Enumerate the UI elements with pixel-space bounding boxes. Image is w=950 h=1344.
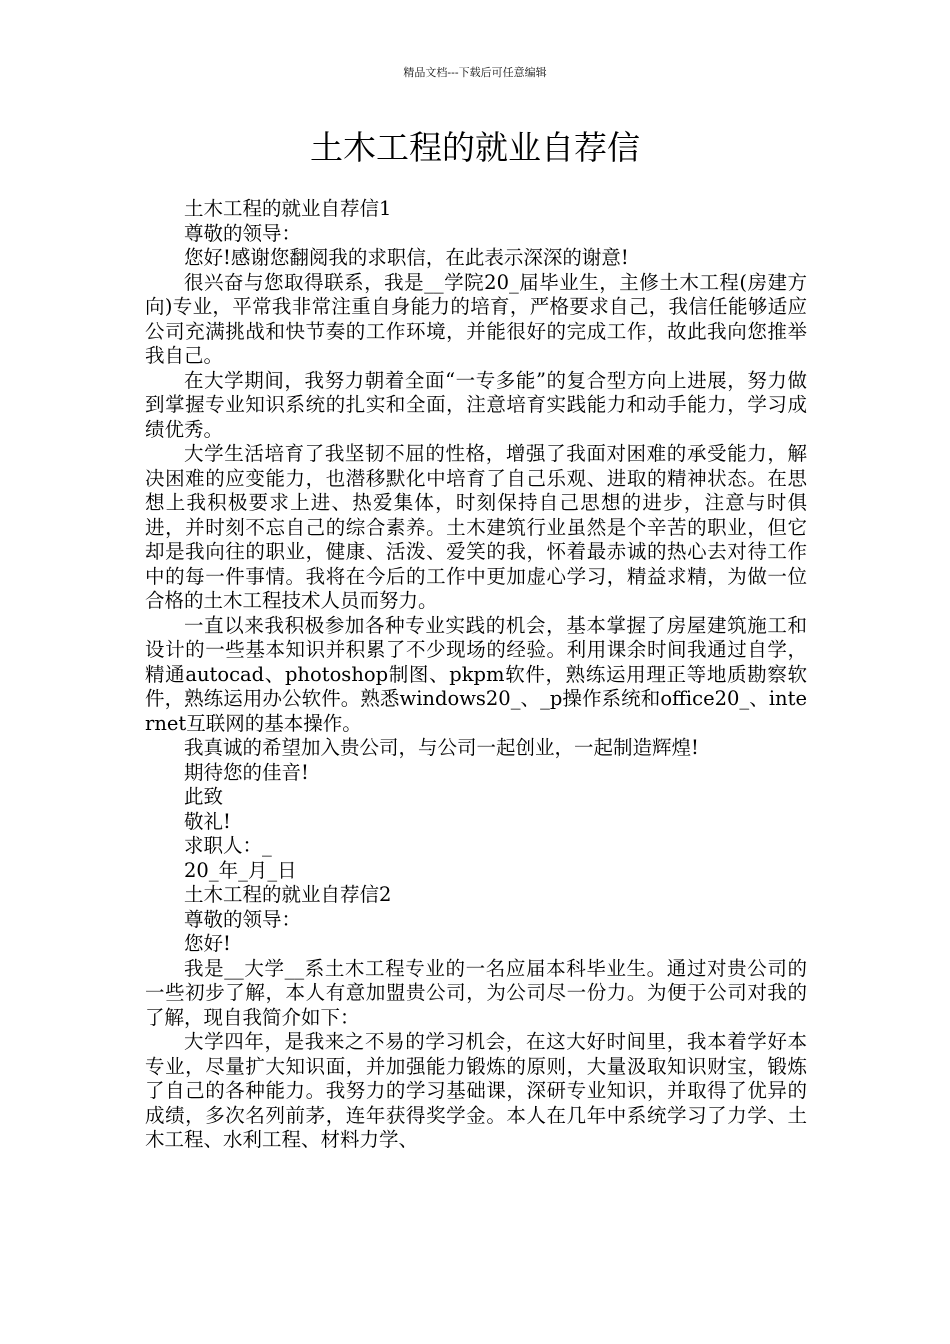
document-title: 土木工程的就业自荐信 (310, 128, 640, 167)
letter-1-signature: 求职人：_ (184, 834, 272, 857)
letter-1-heading: 土木工程的就业自荐信1 (184, 197, 392, 220)
letter-1-date: 20_年_月_日 (184, 858, 297, 882)
letter-1-closing: 此致 (184, 785, 224, 808)
letter-1-paragraph-hope: 我真诚的希望加入贵公司，与公司一起创业，一起制造辉煌! (184, 736, 699, 759)
letter-1-paragraph-character: 大学生活培育了我坚韧不屈的性格，增强了我面对困难的承受能力，解决困难的应变能力，也潜移默化中培育了自己乐观、进取的精神状态。在思想上我积极要求上进、热爱集体，时刻保持自己思想的进步，注意与时俱进，并时刻不忘自己的综合素养。土木建筑行业虽然是个辛苦的职业，但它却是我向往的职业，健康、活泼、爱笑的我，怀着最赤诚的热心去对待工作中的每一件事情。我将在今后的工作中更加虚心学习，精益求精，为做一位合格的土木工程技术人员而努力。 (145, 442, 807, 612)
letter-1-salutation: 尊敬的领导： (184, 221, 302, 245)
letter-1-paragraph-study: 在大学期间，我努力朝着全面“一专多能”的复合型方向上进展，努力做到掌握专业知识系统的扎实和全面，注意培育实践能力和动手能力，学习成绩优秀。 (145, 368, 807, 441)
letter-2-salutation: 尊敬的领导： (184, 907, 302, 931)
page-header-note: 精品文档---下载后可任意编辑 (403, 66, 547, 79)
letter-2-paragraph-study: 大学四年，是我来之不易的学习机会，在这大好时间里，我本着学好本专业，尽量扩大知识面，并加强能力锻炼的原则，大量汲取知识财宝，锻炼了自己的各种能力。我努力的学习基础课，深研专业知识，并取得了优异的成绩，多次名列前茅，连年获得奖学金。本人在几年中系统学习了力学、土木工程、水利工程、材料力学、 (145, 1030, 807, 1151)
letter-1-paragraph-practice: 一直以来我积极参加各种专业实践的机会，基本掌握了房屋建筑施工和设计的一些基本知识并积累了不少现场的经验。利用课余时间我通过自学，精通autocad、photoshop制图、pkpm软件，熟练运用理正等地质勘察软件，熟练运用办公软件。熟悉windows20_、_p操作系统和office20_、internet互联网的基本操作。 (145, 613, 807, 735)
letter-1-expectation: 期待您的佳音! (184, 760, 309, 784)
letter-1-paragraph-intro: 很兴奋与您取得联系，我是__学院20_届毕业生，主修土木工程(房建方向)专业，平常我非常注重自身能力的培育，严格要求自己，我信任能够适应公司充满挑战和快节奏的工作环境，并能很好的完成工作，故此我向您推举我自己。 (145, 270, 807, 367)
letter-1-regards: 敬礼! (184, 809, 231, 833)
document-body (145, 197, 807, 1153)
letter-2-heading: 土木工程的就业自荐信2 (184, 883, 392, 906)
letter-1-greeting: 您好!感谢您翻阅我的求职信，在此表示深深的谢意! (184, 246, 629, 269)
letter-2-paragraph-intro: 我是__大学__系土木工程专业的一名应届本科毕业生。通过对贵公司的一些初步了解，本人有意加盟贵公司，为公司尽一份力。为便于公司对我的了解，现自我简介如下： (145, 956, 807, 1029)
letter-2-greeting: 您好! (184, 932, 231, 955)
